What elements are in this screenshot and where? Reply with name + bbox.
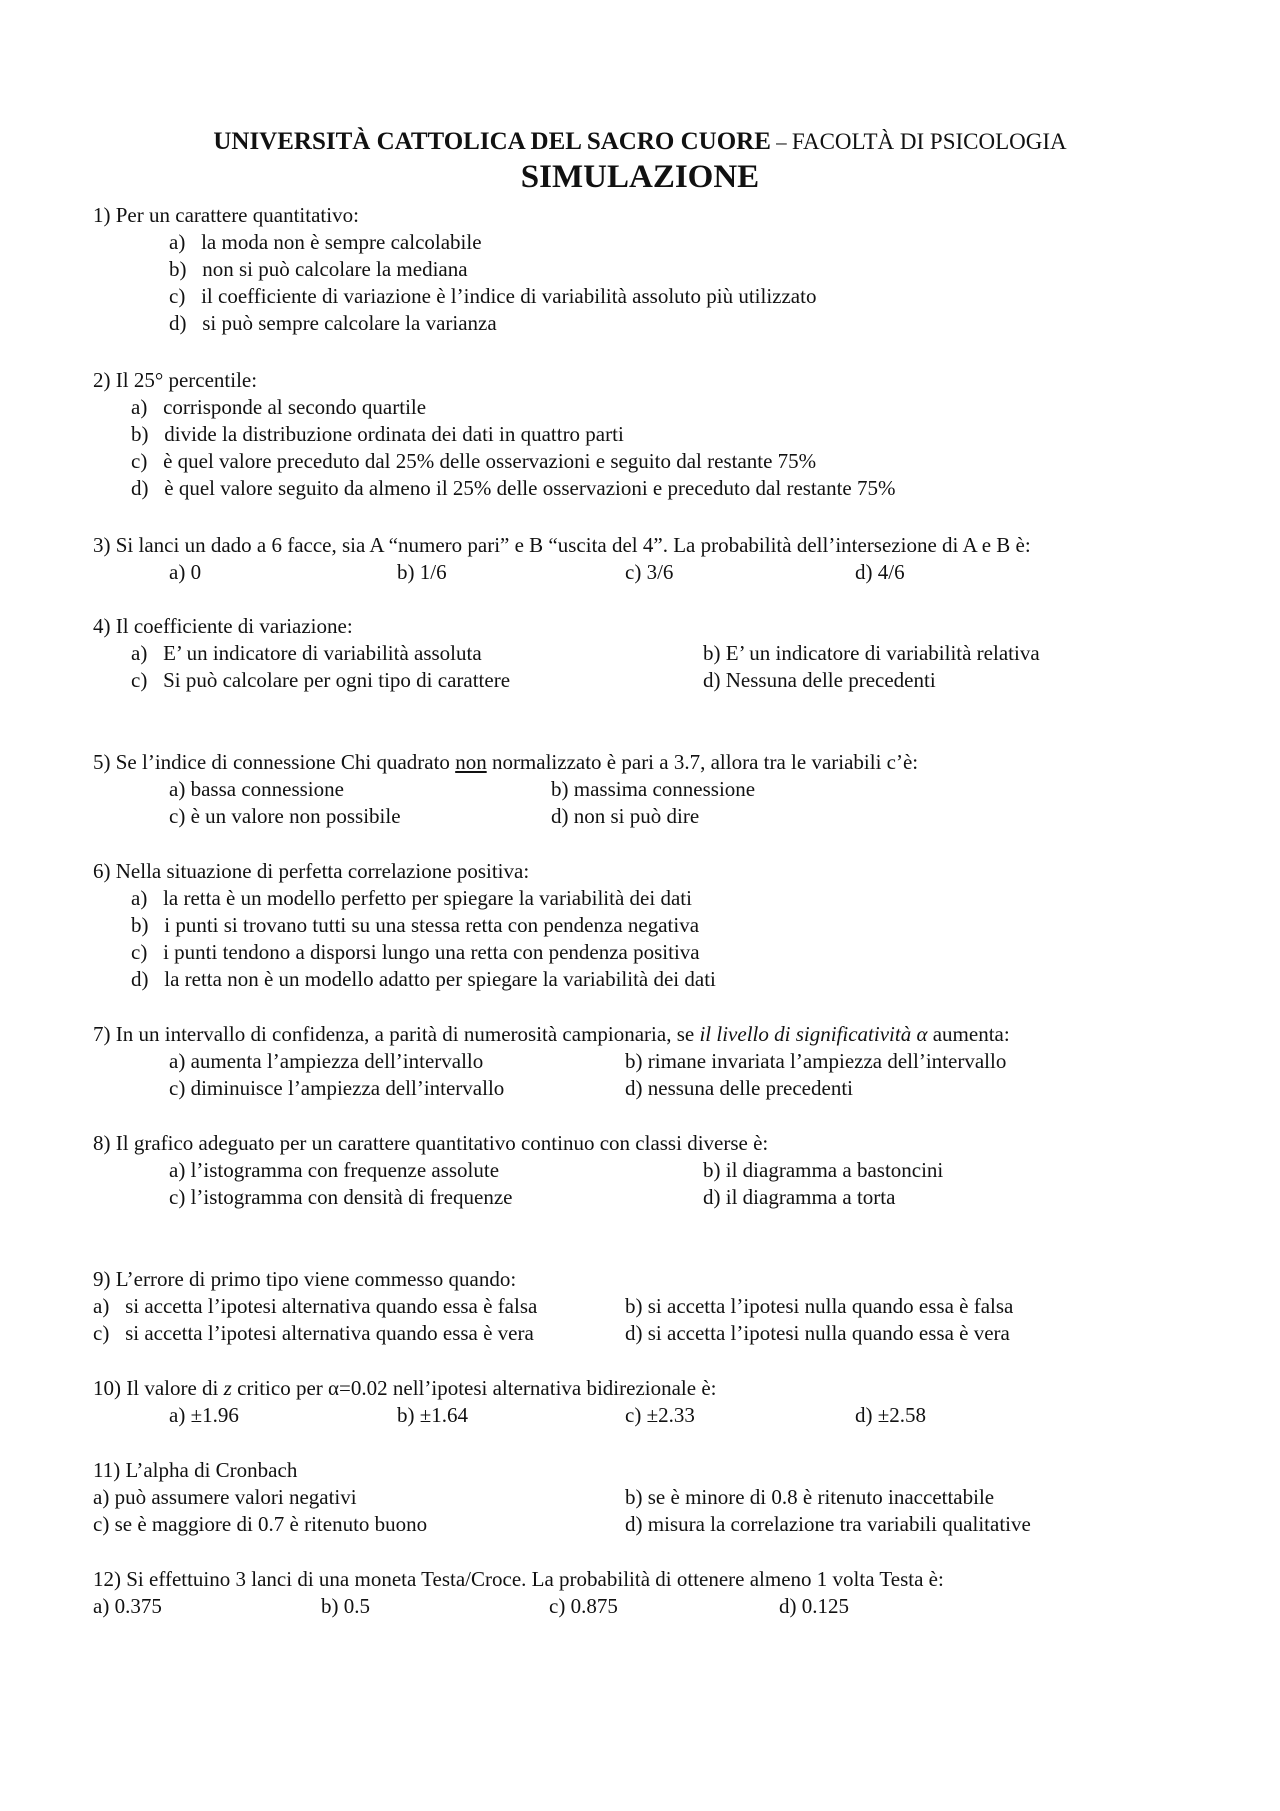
option-text: ±1.64 <box>419 1403 469 1427</box>
q7-option-d <box>625 1075 853 1102</box>
option-letter: d) <box>779 1594 797 1618</box>
option-letter: c) <box>93 1321 110 1345</box>
option-letter: c) <box>131 668 148 692</box>
question-number: 2) <box>93 368 111 392</box>
question-text-italic: il livello di significatività <box>699 1022 912 1046</box>
question-text: Si lanci un dado a 6 facce, sia A “numero pari” e B “uscita del 4”. La probabilità dell’intersezione di A e B è: <box>115 533 1031 557</box>
question-number: 9) <box>93 1267 111 1291</box>
option-letter: a) <box>93 1594 110 1618</box>
option-text: divide la distribuzione ordinata dei dati in quattro parti <box>164 422 624 446</box>
q6-option-d <box>131 966 716 993</box>
q4-option-a <box>131 640 482 667</box>
q8-option-c <box>169 1184 512 1211</box>
option-letter: d) <box>551 804 569 828</box>
option-letter: a) <box>131 395 148 419</box>
option-text: 0 <box>190 560 202 584</box>
option-text: se è maggiore di 0.7 è ritenuto buono <box>114 1512 428 1536</box>
question-text: Per un carattere quantitativo: <box>115 203 359 227</box>
option-text: 0.875 <box>570 1594 618 1618</box>
option-text: E’ un indicatore di variabilità assoluta <box>163 641 482 665</box>
option-text: diminuisce l’ampiezza dell’intervallo <box>190 1076 505 1100</box>
question-text-after: aumenta: <box>932 1022 1010 1046</box>
question-number: 1) <box>93 203 111 227</box>
q2-option-c <box>131 448 816 475</box>
option-text: l’istogramma con frequenze assolute <box>190 1158 500 1182</box>
option-text: la retta è un modello perfetto per spiegare la variabilità dei dati <box>163 886 692 910</box>
question-number: 11) <box>93 1458 121 1482</box>
q1-option-d <box>169 310 497 337</box>
option-text: 3/6 <box>646 560 674 584</box>
question-10 <box>93 1375 717 1402</box>
option-letter: c) <box>169 1076 186 1100</box>
option-text: si accetta l’ipotesi alternativa quando essa è falsa <box>125 1294 538 1318</box>
option-letter: b) <box>703 641 721 665</box>
question-text-underlined: non <box>455 750 487 774</box>
question-6 <box>93 858 529 885</box>
option-letter: d) <box>131 967 149 991</box>
option-letter: c) <box>131 940 148 964</box>
q11-option-c <box>93 1511 427 1538</box>
option-letter: b) <box>551 777 569 801</box>
option-letter: b) <box>169 257 187 281</box>
question-text: L’errore di primo tipo viene commesso quando: <box>115 1267 517 1291</box>
option-text: ±2.33 <box>646 1403 695 1427</box>
q10-option-a <box>169 1402 239 1429</box>
question-text: Se l’indice di connessione Chi quadrato <box>115 750 450 774</box>
option-letter: a) <box>131 641 148 665</box>
question-text: L’alpha di Cronbach <box>125 1458 298 1482</box>
q4-option-d <box>703 667 936 694</box>
option-text: la moda non è sempre calcolabile <box>201 230 482 254</box>
question-text-italic: z <box>223 1376 232 1400</box>
question-12 <box>93 1566 944 1593</box>
q11-option-b <box>625 1484 994 1511</box>
option-letter: a) <box>169 560 186 584</box>
q3-option-d <box>855 559 905 586</box>
header-dash: – <box>770 130 792 154</box>
option-text: Nessuna delle precedenti <box>725 668 936 692</box>
option-letter: a) <box>93 1485 110 1509</box>
question-text: Il coefficiente di variazione: <box>115 614 353 638</box>
q5-option-a <box>169 776 344 803</box>
question-text: In un intervallo di confidenza, a parità di numerosità campionaria, se <box>115 1022 695 1046</box>
q8-option-a <box>169 1157 499 1184</box>
q10-option-b <box>397 1402 468 1429</box>
option-letter: d) <box>131 476 149 500</box>
q9-option-d <box>625 1320 1010 1347</box>
q2-option-b <box>131 421 624 448</box>
option-letter: d) <box>855 560 873 584</box>
question-text: Si effettuino 3 lanci di una moneta Testa/Croce. La probabilità di ottenere almeno 1 volta Testa è: <box>126 1567 944 1591</box>
question-2 <box>93 367 257 394</box>
option-text: il coefficiente di variazione è l’indice di variabilità assoluto più utilizzato <box>201 284 817 308</box>
q9-option-b <box>625 1293 1013 1320</box>
page-header <box>0 128 1280 156</box>
question-7 <box>93 1021 1010 1048</box>
q12-option-a <box>93 1593 162 1620</box>
q7-option-c <box>169 1075 504 1102</box>
option-text: 0.375 <box>114 1594 162 1618</box>
q1-option-a <box>169 229 482 256</box>
question-number: 4) <box>93 614 111 638</box>
university-name: UNIVERSITÀ CATTOLICA DEL SACRO CUORE <box>213 128 771 155</box>
option-letter: c) <box>169 284 186 308</box>
question-text: Nella situazione di perfetta correlazione positiva: <box>115 859 530 883</box>
option-text: ±1.96 <box>190 1403 239 1427</box>
option-text: E’ un indicatore di variabilità relativa <box>725 641 1040 665</box>
q6-option-c <box>131 939 700 966</box>
q10-option-d <box>855 1402 926 1429</box>
option-letter: a) <box>169 1049 186 1073</box>
question-3 <box>93 532 1031 559</box>
question-text: Il 25° percentile: <box>115 368 258 392</box>
option-text: non si può calcolare la mediana <box>202 257 468 281</box>
option-text: se è minore di 0.8 è ritenuto inaccettabile <box>647 1485 995 1509</box>
option-letter: b) <box>625 1485 643 1509</box>
option-text: 0.5 <box>343 1594 370 1618</box>
q12-option-b <box>321 1593 370 1620</box>
q6-option-a <box>131 885 692 912</box>
q12-option-c <box>549 1593 618 1620</box>
option-letter: b) <box>397 560 415 584</box>
option-letter: a) <box>93 1294 110 1318</box>
q8-option-b <box>703 1157 943 1184</box>
question-number: 6) <box>93 859 111 883</box>
option-text: nessuna delle precedenti <box>647 1076 853 1100</box>
option-letter: c) <box>625 560 642 584</box>
option-letter: b) <box>625 1294 643 1318</box>
option-letter: c) <box>625 1403 642 1427</box>
option-letter: d) <box>625 1512 643 1536</box>
q7-option-b <box>625 1048 1006 1075</box>
q4-option-b <box>703 640 1040 667</box>
option-text: il diagramma a torta <box>725 1185 896 1209</box>
option-letter: d) <box>625 1321 643 1345</box>
option-text: è quel valore preceduto dal 25% delle osservazioni e seguito dal restante 75% <box>163 449 817 473</box>
q4-option-c <box>131 667 510 694</box>
option-text: non si può dire <box>573 804 700 828</box>
q3-option-a <box>169 559 201 586</box>
option-letter: d) <box>625 1076 643 1100</box>
option-text: si accetta l’ipotesi alternativa quando essa è vera <box>125 1321 534 1345</box>
q3-option-b <box>397 559 447 586</box>
option-letter: b) <box>397 1403 415 1427</box>
option-letter: b) <box>131 913 149 937</box>
q10-option-c <box>625 1402 695 1429</box>
q11-option-a <box>93 1484 357 1511</box>
option-text: ±2.58 <box>877 1403 927 1427</box>
option-letter: d) <box>169 311 187 335</box>
q3-option-c <box>625 559 673 586</box>
option-letter: d) <box>703 1185 721 1209</box>
option-text: bassa connessione <box>190 777 344 801</box>
question-number: 3) <box>93 533 111 557</box>
q12-option-d <box>779 1593 849 1620</box>
option-letter: b) <box>321 1594 339 1618</box>
question-11 <box>93 1457 297 1484</box>
option-text: l’istogramma con densità di frequenze <box>190 1185 513 1209</box>
question-number: 7) <box>93 1022 111 1046</box>
q9-option-a <box>93 1293 537 1320</box>
option-text: corrisponde al secondo quartile <box>163 395 427 419</box>
q7-option-a <box>169 1048 483 1075</box>
question-8 <box>93 1130 768 1157</box>
q1-option-b <box>169 256 468 283</box>
option-letter: a) <box>131 886 148 910</box>
option-letter: c) <box>93 1512 110 1536</box>
question-1 <box>93 202 359 229</box>
option-text: è un valore non possibile <box>190 804 401 828</box>
page-title: SIMULAZIONE <box>520 159 760 195</box>
q5-option-d <box>551 803 699 830</box>
q9-option-c <box>93 1320 534 1347</box>
option-letter: a) <box>169 1403 186 1427</box>
question-number: 5) <box>93 750 111 774</box>
option-text: si può sempre calcolare la varianza <box>202 311 497 335</box>
option-letter: b) <box>131 422 149 446</box>
option-text: misura la correlazione tra variabili qualitative <box>647 1512 1031 1536</box>
question-text-after: normalizzato è pari a 3.7, allora tra le variabili c’è: <box>491 750 919 774</box>
q5-option-c <box>169 803 401 830</box>
question-number: 10) <box>93 1376 121 1400</box>
q2-option-a <box>131 394 426 421</box>
question-4 <box>93 613 353 640</box>
option-letter: c) <box>169 1185 186 1209</box>
option-text: è quel valore seguito da almeno il 25% delle osservazioni e preceduto dal restante 75% <box>164 476 896 500</box>
option-text: i punti si trovano tutti su una stessa retta con pendenza negativa <box>164 913 700 937</box>
faculty-name: FACOLTÀ DI PSICOLOGIA <box>791 129 1067 154</box>
question-text: Il grafico adeguato per un carattere quantitativo continuo con classi diverse è: <box>115 1131 769 1155</box>
option-letter: c) <box>549 1594 566 1618</box>
question-5 <box>93 749 918 776</box>
option-text: Si può calcolare per ogni tipo di carattere <box>163 668 511 692</box>
q6-option-b <box>131 912 699 939</box>
option-text: 1/6 <box>419 560 447 584</box>
question-number: 12) <box>93 1567 121 1591</box>
q11-option-d <box>625 1511 1031 1538</box>
option-letter: d) <box>855 1403 873 1427</box>
q1-option-c <box>169 283 816 310</box>
option-letter: a) <box>169 777 186 801</box>
question-9 <box>93 1266 516 1293</box>
option-text: aumenta l’ampiezza dell’intervallo <box>190 1049 484 1073</box>
option-letter: c) <box>131 449 148 473</box>
option-text: si accetta l’ipotesi nulla quando essa è vera <box>647 1321 1010 1345</box>
option-text: il diagramma a bastoncini <box>725 1158 944 1182</box>
q8-option-d <box>703 1184 895 1211</box>
option-text: la retta non è un modello adatto per spiegare la variabilità dei dati <box>164 967 716 991</box>
q2-option-d <box>131 475 896 502</box>
alpha-symbol: α <box>916 1022 928 1046</box>
option-letter: a) <box>169 1158 186 1182</box>
q5-option-b <box>551 776 755 803</box>
option-text: rimane invariata l’ampiezza dell’intervallo <box>647 1049 1007 1073</box>
option-text: massima connessione <box>573 777 756 801</box>
question-text-after: critico per α=0.02 nell’ipotesi alternativa bidirezionale è: <box>237 1376 717 1400</box>
option-text: si accetta l’ipotesi nulla quando essa è falsa <box>647 1294 1014 1318</box>
option-letter: b) <box>625 1049 643 1073</box>
option-text: 4/6 <box>877 560 905 584</box>
option-letter: b) <box>703 1158 721 1182</box>
question-number: 8) <box>93 1131 111 1155</box>
option-letter: c) <box>169 804 186 828</box>
option-letter: a) <box>169 230 186 254</box>
option-text: 0.125 <box>801 1594 849 1618</box>
option-text: i punti tendono a disporsi lungo una retta con pendenza positiva <box>163 940 700 964</box>
option-text: può assumere valori negativi <box>114 1485 357 1509</box>
question-text: Il valore di <box>126 1376 219 1400</box>
option-letter: d) <box>703 668 721 692</box>
